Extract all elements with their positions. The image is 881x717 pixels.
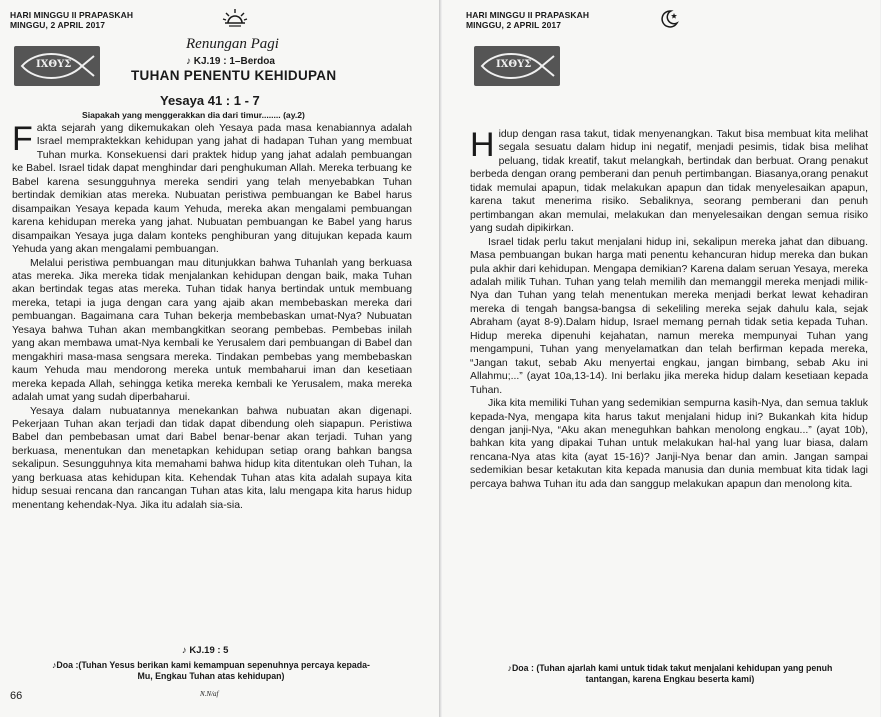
- left-header-date: MINGGU, 2 APRIL 2017: [10, 20, 106, 30]
- left-author-initials: N.N/af: [200, 690, 219, 698]
- right-header-day: HARI MINGGU II PRAPASKAH: [466, 10, 590, 20]
- left-title: TUHAN PENENTU KEHIDUPAN: [131, 68, 337, 83]
- left-paragraph-2: Melalui peristiwa pembuangan mau ditunjukkan bahwa Tuhanlah yang berkuasa atas mereka. Jika mereka tidak menjalankan kehidupan dengan baik, maka Tuhan akan bertindak tegas atas mereka. Tuhan tidak hanya bertindak untuk membuang mereka, tetapi ia juga dengan cara yang ajaib akan membebaskan mereka dari pembuangan. Bagaimana cara Tuhan bekerja membebaskan umat-Nya? Nubuatan Yesaya bahwa Tuhan akan membangkitkan seorang pembebas. Pembebas inilah yang akan membawa umat-Nya kembali ke Yerusalem dari pembuangan di Babel dan mengakhiri masa-masa sengsara mereka. Tindakan pembebas yang membebaskan kaum Yehuda mau mendorong mereka untuk membaharui iman dan kesetiaan mereka kepada Allah, sehingga ketika mereka kembali ke Yerusalem, maka mereka adalah umat yang sudah diperbaharui.: [12, 257, 412, 404]
- right-logo-text: IXΘYΣ: [496, 59, 532, 70]
- left-logo-text: IXΘYΣ: [36, 59, 72, 70]
- right-drop-cap: H: [470, 126, 495, 164]
- left-paragraph-3: Yesaya dalam nubuatannya menekankan bahwa nubuatan akan digenapi. Pekerjaan Tuhan akan terjadi dan tidak dapat dibendung oleh siapapun. Peristiwa Babel dan pembebasan umat dari Babel benar-benar akan terjadi. Tuhan yang berkuasa, menentukan dan menetapkan kehidupan setiap orang bahkan bangsa sekalipun. Sesungguhnya kita memahami bahwa hidup kita ditentukan oleh Tuhan, la yang berkuasa atas kehidupan kita. Kehendak Tuhan atas kita adalah supaya kita hidup sesuai rencana dan rancangan Tuhan atas kita, lalu mengapa kita harus hidup menentang kehendak-Nya. Jika itu adalah sia-sia.: [12, 405, 412, 511]
- left-key-verse: Siapakah yang menggerakkan dia dari timur........ (ay.2): [82, 110, 305, 120]
- left-page: [0, 0, 440, 717]
- right-header-date: MINGGU, 2 APRIL 2017: [466, 20, 562, 30]
- left-scripture-reference: Yesaya 41 : 1 - 7: [160, 93, 260, 108]
- left-body-text: [12, 122, 412, 512]
- page-gutter: [440, 0, 442, 717]
- right-prayer-line-1: ♪Doa : (Tuhan ajarlah kami untuk tidak takut menjalani kehidupan yang penuh: [507, 663, 833, 673]
- left-prayer-line-2: Mu, Engkau Tuhan atas kehidupan): [137, 671, 285, 681]
- left-header: [10, 10, 419, 30]
- ichthys-fish-icon: [474, 46, 560, 86]
- left-paragraph-1-text: akta sejarah yang dikemukakan oleh Yesaya pada masa kenabiannya adalah Israel mempraktekkan kehidupan yang jahat di hadapan Tuhan yang membuat Tuhan murka. Konsekuensi dari praktek hidup yang jahat adalah pembuangan ke Babel. Israel tidak dapat menghindar dari penghukuman Allah. Mereka terbuang ke Babel karena sesungguhnya mereka sendiri yang telah menyebabkan Tuhan bertindak demikian atas mereka. Nubuatan peristiwa pembuangan ke Babel harus disampaikan Yesaya kepada kaum Yehuda, mereka akan mengalami pembuangan karena kehidupan mereka yang jahat. Nubuatan pembuangan ke Babel yang harus disampaikan Yesaya juga dalam konteks penghiburan yang ditujukan kepada kaum Yehuda yang akan mengalami pembuangan.: [12, 123, 412, 256]
- right-paragraph-1-text: idup dengan rasa takut, tidak menyenangkan. Takut bisa membuat kita melihat segala sesuatu dalam hidup ini negatif, menjadi pesimis, tidak bisa melihat peluang, tidak kreatif, takut melangkah, bertindak dan berbuat. Orang penakut berbeda dengan orang pemberani dan penuh pertimbangan. Biasanya,orang penakut tidak memulai apapun, tidak melakukan apapun dan tidak menyelesaikan apapun, karena takut menerima risiko. Sebaliknya, seorang pemberani dan penuh pertimbangan akan memulai, melakukan dan menyelesaikan dengan semua risiko yang sudah dipikirkan.: [470, 129, 868, 235]
- left-hymn-closing: ♪ KJ.19 : 5: [182, 645, 229, 656]
- right-body-text: [470, 128, 868, 491]
- left-page-number: 66: [10, 690, 23, 702]
- right-prayer-line-2: tantangan, karena Engkau beserta kami): [585, 674, 755, 684]
- right-paragraph-1: [470, 128, 868, 236]
- left-prayer-line-1: ♪Doa :(Tuhan Yesus berikan kami kemampuan sepenuhnya percaya kepada-: [52, 660, 370, 670]
- left-header-day: HARI MINGGU II PRAPASKAH: [10, 10, 134, 20]
- right-paragraph-2: Israel tidak perlu takut menjalani hidup ini, sekalipun mereka jahat dan dibuang. Masa pembuangan bukan harga mati penentu kehancuran hidup mereka dan bukan pula akhir dari kehidupan. Mengapa demikian? Karena dalam seruan Yesaya, mereka adalah milik Tuhan. Tuhan yang telah memilih dan memanggil mereka menjadi milik-Nya dan Tuhan yang telah menentukan mereka menjadi berkat lewat kehadiran mereka di tengah bangsa-bangsa di sekeliling mereka sejak dahulu kala, sejak Abraham (ayat 8-9).Dalam hidup, Israel memang pernah tidak setia kepada Tuhan. Hidup mereka dipenuhi kejahatan, namun mereka mempunyai Tuhan yang mengampuni, Tuhan yang menyelamatkan dan telah berfirman kepada mereka, “Jangan takut, sebab Aku menyertai engkau, jangan bimbang, sebab Aku ini Allahmu;...” (ayat 10a,13-14). Ini berlaku jika mereka hidup dalam kesetiaan kepada Tuhan.: [470, 236, 868, 396]
- right-prayer: [470, 663, 870, 685]
- left-hymn-opening: ♪ KJ.19 : 1–Berdoa: [186, 56, 275, 67]
- moon-star-icon: [658, 8, 680, 35]
- left-prayer: [16, 660, 406, 682]
- sunrise-icon: [222, 8, 248, 33]
- ichthys-fish-icon: [14, 46, 100, 86]
- left-paragraph-1: [12, 122, 412, 257]
- left-drop-cap: F: [12, 120, 33, 158]
- left-renungan-title: Renungan Pagi: [186, 36, 279, 52]
- right-paragraph-3: Jika kita memiliki Tuhan yang sedemikian sempurna kasih-Nya, dan semua takluk kepada-Nya, mengapa kita harus takut menjalani hidup ini? Bukankah kita hidup dengan janji-Nya, “Aku akan meneguhkan bahkan menolong engkau...” (ayat 10b), bahkan kita yang dipakai Tuhan untuk melakukan hal-hal yang luar biasa, dalam rencana-Nya atas kita (ayat 15-16)? Janji-Nya benar dan amin. Jangan sampai sedemikian besar ketakutan kita kepada manusia dan dunia membuat kita tidak lagi percaya bahwa Tuhan itu ada dan sanggup melakukan apapun dan menolong kita.: [470, 398, 868, 490]
